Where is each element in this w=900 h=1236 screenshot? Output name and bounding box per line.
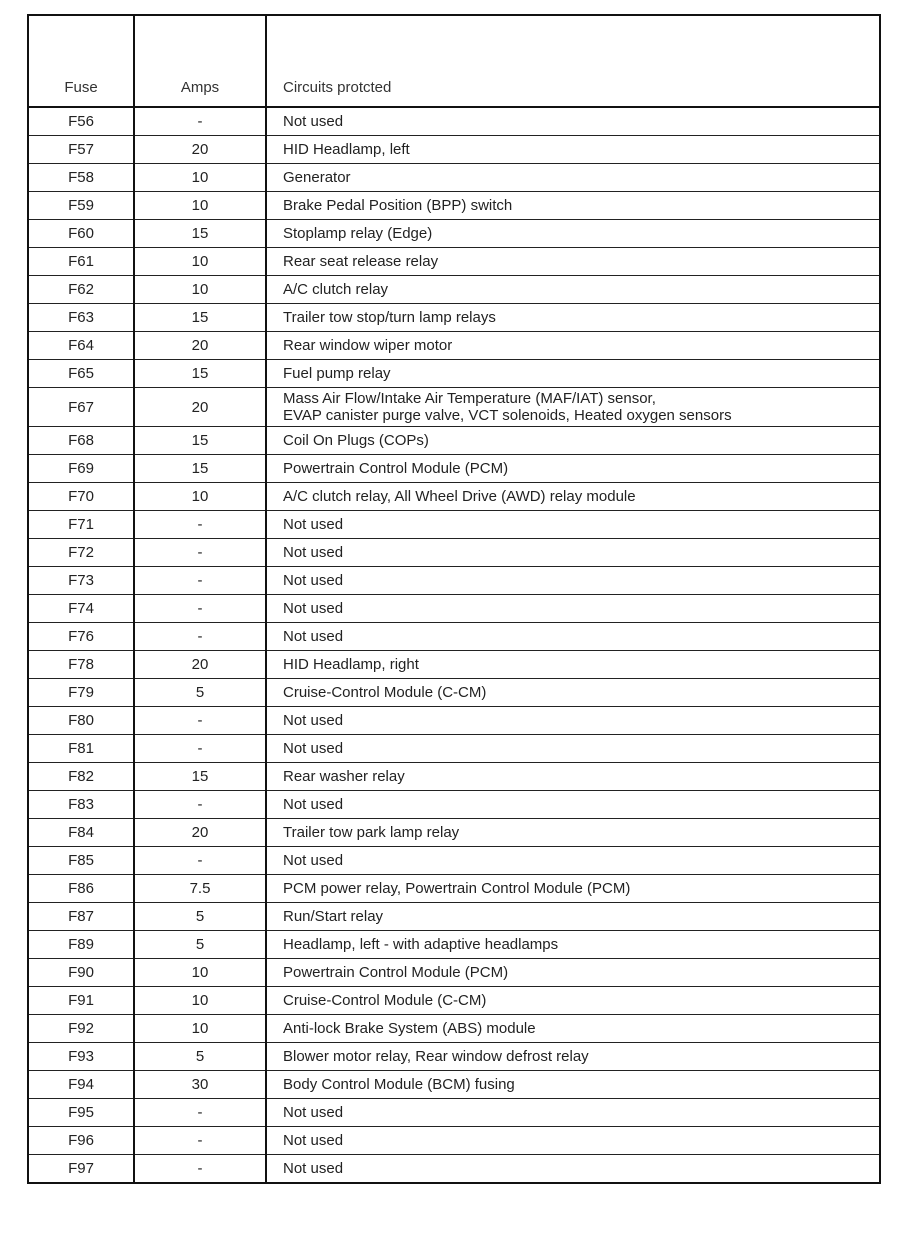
table-body bbox=[28, 107, 880, 1183]
amps-cell: 5 bbox=[134, 931, 266, 959]
table-row bbox=[28, 959, 880, 987]
amps-cell: 20 bbox=[134, 819, 266, 847]
amps-cell: 7.5 bbox=[134, 875, 266, 903]
table-row bbox=[28, 1155, 880, 1184]
circuit-description: Cruise-Control Module (C-CM) bbox=[283, 684, 487, 701]
table-row bbox=[28, 388, 880, 427]
table-row bbox=[28, 1099, 880, 1127]
circuits-cell bbox=[266, 248, 880, 276]
circuits-cell bbox=[266, 959, 880, 987]
table-row bbox=[28, 791, 880, 819]
circuit-description: Generator bbox=[283, 169, 351, 186]
fuse-cell: F92 bbox=[28, 1015, 134, 1043]
amps-cell: 5 bbox=[134, 903, 266, 931]
circuits-cell bbox=[266, 567, 880, 595]
circuit-description: Not used bbox=[283, 796, 344, 813]
circuits-cell bbox=[266, 903, 880, 931]
circuits-cell bbox=[266, 455, 880, 483]
table-row bbox=[28, 511, 880, 539]
circuits-cell bbox=[266, 595, 880, 623]
circuits-cell bbox=[266, 511, 880, 539]
table-row bbox=[28, 332, 880, 360]
table-header bbox=[28, 15, 880, 107]
fuse-cell: F91 bbox=[28, 987, 134, 1015]
circuit-description: Not used bbox=[283, 740, 344, 757]
fuse-cell: F83 bbox=[28, 791, 134, 819]
table-row bbox=[28, 136, 880, 164]
circuits-cell bbox=[266, 1127, 880, 1155]
circuits-cell bbox=[266, 707, 880, 735]
circuit-description: Not used bbox=[283, 544, 344, 561]
fuse-cell: F81 bbox=[28, 735, 134, 763]
fuse-cell: F64 bbox=[28, 332, 134, 360]
table-row bbox=[28, 875, 880, 903]
table-row bbox=[28, 1015, 880, 1043]
fuse-cell: F59 bbox=[28, 192, 134, 220]
circuits-cell bbox=[266, 735, 880, 763]
circuits-cell bbox=[266, 847, 880, 875]
fuse-cell: F79 bbox=[28, 679, 134, 707]
circuit-description: Fuel pump relay bbox=[283, 365, 391, 382]
fuse-cell: F58 bbox=[28, 164, 134, 192]
circuits-cell bbox=[266, 1015, 880, 1043]
amps-cell: - bbox=[134, 1099, 266, 1127]
circuits-cell bbox=[266, 987, 880, 1015]
circuit-description: Rear washer relay bbox=[283, 768, 405, 785]
amps-cell: 10 bbox=[134, 987, 266, 1015]
table-row bbox=[28, 763, 880, 791]
circuit-description: Coil On Plugs (COPs) bbox=[283, 432, 429, 449]
circuits-cell bbox=[266, 819, 880, 847]
column-header-amps: Amps bbox=[134, 15, 266, 107]
fuse-cell: F93 bbox=[28, 1043, 134, 1071]
fuse-table bbox=[27, 14, 881, 1184]
table-row bbox=[28, 192, 880, 220]
circuit-description: A/C clutch relay bbox=[283, 281, 389, 298]
circuits-cell bbox=[266, 276, 880, 304]
table-row bbox=[28, 276, 880, 304]
circuit-description: Headlamp, left - with adaptive headlamps bbox=[283, 936, 559, 953]
fuse-cell: F97 bbox=[28, 1155, 134, 1184]
amps-cell: 5 bbox=[134, 1043, 266, 1071]
amps-cell: 10 bbox=[134, 1015, 266, 1043]
fuse-cell: F69 bbox=[28, 455, 134, 483]
amps-cell: - bbox=[134, 595, 266, 623]
table-row bbox=[28, 707, 880, 735]
circuit-description: Not used bbox=[283, 1160, 344, 1177]
circuit-description: Rear window wiper motor bbox=[283, 337, 453, 354]
table-row bbox=[28, 427, 880, 455]
circuit-description: Not used bbox=[283, 113, 344, 130]
table-row bbox=[28, 1127, 880, 1155]
amps-cell: - bbox=[134, 847, 266, 875]
fuse-cell: F68 bbox=[28, 427, 134, 455]
circuits-cell bbox=[266, 388, 880, 427]
amps-cell: 15 bbox=[134, 763, 266, 791]
table-row bbox=[28, 651, 880, 679]
circuit-description: Not used bbox=[283, 1132, 344, 1149]
table-row bbox=[28, 248, 880, 276]
circuits-cell bbox=[266, 107, 880, 136]
amps-cell: - bbox=[134, 707, 266, 735]
amps-cell: 15 bbox=[134, 427, 266, 455]
amps-cell: 15 bbox=[134, 360, 266, 388]
circuit-description: Not used bbox=[283, 628, 344, 645]
amps-cell: - bbox=[134, 511, 266, 539]
fuse-cell: F80 bbox=[28, 707, 134, 735]
fuse-cell: F62 bbox=[28, 276, 134, 304]
circuit-description: Body Control Module (BCM) fusing bbox=[283, 1076, 515, 1093]
table-row bbox=[28, 164, 880, 192]
table-row bbox=[28, 483, 880, 511]
amps-cell: 20 bbox=[134, 651, 266, 679]
fuse-cell: F65 bbox=[28, 360, 134, 388]
fuse-cell: F90 bbox=[28, 959, 134, 987]
amps-cell: 30 bbox=[134, 1071, 266, 1099]
table-row bbox=[28, 623, 880, 651]
fuse-cell: F95 bbox=[28, 1099, 134, 1127]
circuit-description: Not used bbox=[283, 712, 344, 729]
circuit-description: HID Headlamp, left bbox=[283, 141, 410, 158]
column-header-fuse: Fuse bbox=[28, 15, 134, 107]
fuse-cell: F78 bbox=[28, 651, 134, 679]
amps-cell: - bbox=[134, 1155, 266, 1184]
circuits-cell bbox=[266, 332, 880, 360]
circuits-cell bbox=[266, 763, 880, 791]
circuits-cell bbox=[266, 164, 880, 192]
circuit-description: Trailer tow park lamp relay bbox=[283, 824, 460, 841]
circuits-cell bbox=[266, 875, 880, 903]
table-row bbox=[28, 931, 880, 959]
fuse-cell: F84 bbox=[28, 819, 134, 847]
circuit-description: Not used bbox=[283, 572, 344, 589]
amps-cell: - bbox=[134, 107, 266, 136]
circuit-description: Run/Start relay bbox=[283, 908, 384, 925]
amps-cell: 15 bbox=[134, 304, 266, 332]
fuse-cell: F72 bbox=[28, 539, 134, 567]
circuits-cell bbox=[266, 1099, 880, 1127]
fuse-cell: F74 bbox=[28, 595, 134, 623]
circuit-description: Not used bbox=[283, 1104, 344, 1121]
amps-cell: - bbox=[134, 735, 266, 763]
table-row bbox=[28, 903, 880, 931]
fuse-cell: F56 bbox=[28, 107, 134, 136]
fuse-cell: F85 bbox=[28, 847, 134, 875]
amps-cell: 15 bbox=[134, 455, 266, 483]
amps-cell: - bbox=[134, 623, 266, 651]
fuse-cell: F76 bbox=[28, 623, 134, 651]
fuse-cell: F73 bbox=[28, 567, 134, 595]
circuit-description: Cruise-Control Module (C-CM) bbox=[283, 992, 487, 1009]
fuse-cell: F94 bbox=[28, 1071, 134, 1099]
circuits-cell bbox=[266, 651, 880, 679]
amps-cell: 5 bbox=[134, 679, 266, 707]
circuit-description: Stoplamp relay (Edge) bbox=[283, 225, 433, 242]
amps-cell: 10 bbox=[134, 192, 266, 220]
amps-cell: 10 bbox=[134, 959, 266, 987]
amps-cell: - bbox=[134, 567, 266, 595]
circuit-description: Powertrain Control Module (PCM) bbox=[283, 460, 509, 477]
amps-cell: 10 bbox=[134, 483, 266, 511]
fuse-cell: F60 bbox=[28, 220, 134, 248]
circuits-cell bbox=[266, 679, 880, 707]
circuits-cell bbox=[266, 220, 880, 248]
fuse-cell: F96 bbox=[28, 1127, 134, 1155]
circuit-description: EVAP canister purge valve, VCT solenoids, Heated oxygen sensors bbox=[283, 407, 732, 424]
table-row bbox=[28, 847, 880, 875]
table-row bbox=[28, 455, 880, 483]
fuse-cell: F89 bbox=[28, 931, 134, 959]
amps-cell: - bbox=[134, 1127, 266, 1155]
amps-cell: - bbox=[134, 791, 266, 819]
amps-cell: 10 bbox=[134, 276, 266, 304]
fuse-cell: F57 bbox=[28, 136, 134, 164]
circuits-cell bbox=[266, 192, 880, 220]
circuit-description: Not used bbox=[283, 852, 344, 869]
circuit-description: Not used bbox=[283, 516, 344, 533]
circuits-cell bbox=[266, 791, 880, 819]
table-row bbox=[28, 567, 880, 595]
fuse-cell: F63 bbox=[28, 304, 134, 332]
circuits-cell bbox=[266, 1043, 880, 1071]
table-row bbox=[28, 304, 880, 332]
amps-cell: 20 bbox=[134, 332, 266, 360]
table-row bbox=[28, 1043, 880, 1071]
circuits-cell bbox=[266, 1071, 880, 1099]
fuse-cell: F67 bbox=[28, 388, 134, 427]
fuse-cell: F70 bbox=[28, 483, 134, 511]
table-row bbox=[28, 1071, 880, 1099]
circuit-description: PCM power relay, Powertrain Control Module (PCM) bbox=[283, 880, 631, 897]
circuits-cell bbox=[266, 304, 880, 332]
amps-cell: 15 bbox=[134, 220, 266, 248]
table-row bbox=[28, 360, 880, 388]
column-header-circuits: Circuits protcted bbox=[266, 15, 880, 107]
circuit-description: Powertrain Control Module (PCM) bbox=[283, 964, 509, 981]
circuit-description: Not used bbox=[283, 600, 344, 617]
table-row bbox=[28, 987, 880, 1015]
header-row bbox=[28, 15, 880, 107]
fuse-cell: F61 bbox=[28, 248, 134, 276]
circuit-description: Trailer tow stop/turn lamp relays bbox=[283, 309, 496, 326]
fuse-cell: F71 bbox=[28, 511, 134, 539]
amps-cell: 20 bbox=[134, 136, 266, 164]
amps-cell: - bbox=[134, 539, 266, 567]
amps-cell: 10 bbox=[134, 164, 266, 192]
table-row bbox=[28, 220, 880, 248]
circuit-description: Mass Air Flow/Intake Air Temperature (MAF/IAT) sensor, bbox=[283, 390, 656, 407]
circuits-cell bbox=[266, 1155, 880, 1184]
circuits-cell bbox=[266, 360, 880, 388]
circuit-description: Rear seat release relay bbox=[283, 253, 439, 270]
circuits-cell bbox=[266, 483, 880, 511]
circuit-description: Anti-lock Brake System (ABS) module bbox=[283, 1020, 536, 1037]
circuits-cell bbox=[266, 136, 880, 164]
amps-cell: 10 bbox=[134, 248, 266, 276]
circuit-description: HID Headlamp, right bbox=[283, 656, 419, 673]
table-row bbox=[28, 595, 880, 623]
circuits-cell bbox=[266, 427, 880, 455]
table-row bbox=[28, 679, 880, 707]
fuse-cell: F86 bbox=[28, 875, 134, 903]
circuits-cell bbox=[266, 539, 880, 567]
circuits-cell bbox=[266, 931, 880, 959]
circuits-cell bbox=[266, 623, 880, 651]
fuse-cell: F87 bbox=[28, 903, 134, 931]
fuse-cell: F82 bbox=[28, 763, 134, 791]
amps-cell: 20 bbox=[134, 388, 266, 427]
circuit-description: Brake Pedal Position (BPP) switch bbox=[283, 197, 513, 214]
table-row bbox=[28, 735, 880, 763]
circuit-description: A/C clutch relay, All Wheel Drive (AWD) relay module bbox=[283, 488, 636, 505]
table-row bbox=[28, 819, 880, 847]
circuit-description: Blower motor relay, Rear window defrost relay bbox=[283, 1048, 589, 1065]
table-row bbox=[28, 539, 880, 567]
table-row bbox=[28, 107, 880, 136]
